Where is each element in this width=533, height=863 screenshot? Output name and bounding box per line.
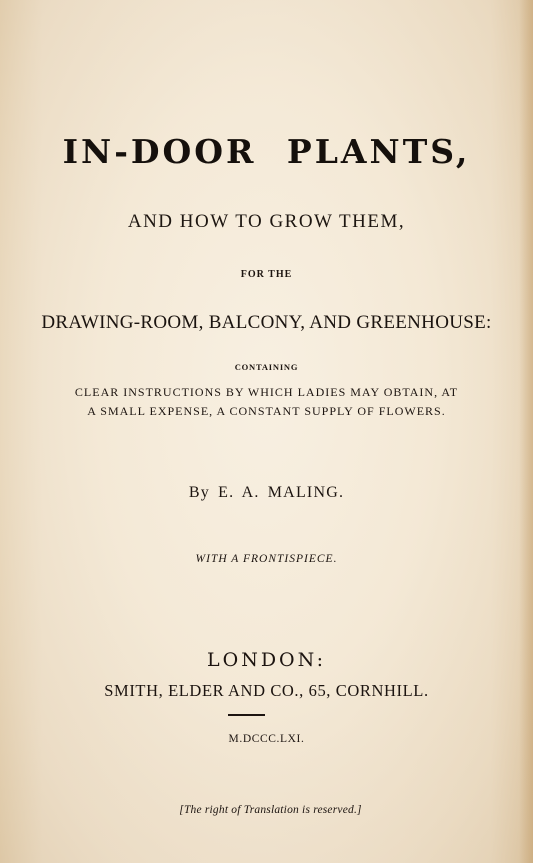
book-subtitle: AND HOW TO GROW THEM,: [127, 211, 406, 232]
publication-city: LONDON:: [207, 649, 326, 671]
description-line-1: CLEAR INSTRUCTIONS BY WHICH LADIES MAY OBTAIN, AT: [74, 385, 459, 399]
publication-date: M.DCCC.LXI.: [228, 733, 305, 745]
author-line: By E. A. MALING.: [188, 484, 345, 501]
publisher-line: SMITH, ELDER AND CO., 65, CORNHILL.: [104, 681, 429, 700]
divider-rule: [228, 714, 265, 716]
places-text: DRAWING-ROOM, BALCONY, AND GREENHOUSE:: [41, 312, 492, 333]
description-line-2: A SMALL EXPENSE, A CONSTANT SUPPLY OF FLOWERS.: [87, 404, 446, 418]
rights-note: [The right of Translation is reserved.]: [179, 804, 362, 816]
frontispiece-note: WITH A FRONTISPIECE.: [195, 553, 338, 565]
for-the-text: FOR THE: [240, 269, 293, 280]
book-title: IN-DOOR PLANTS,: [62, 132, 471, 171]
containing-text: CONTAINING: [234, 362, 299, 372]
